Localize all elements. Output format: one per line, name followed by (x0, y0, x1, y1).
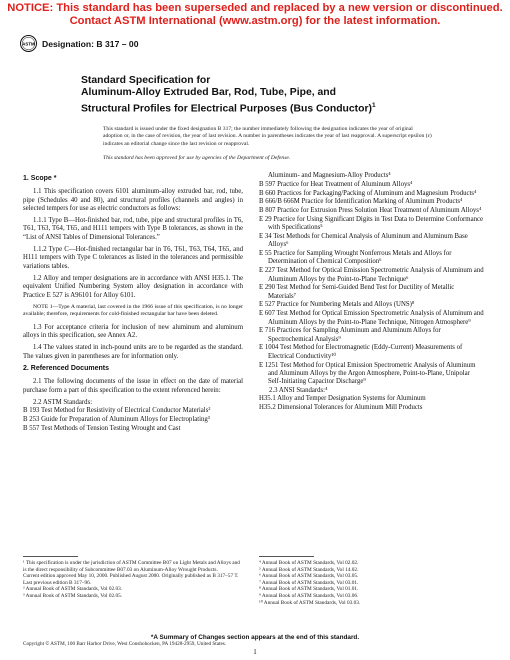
footnote: ⁴ Annual Book of ASTM Standards, Vol 02.02. (259, 560, 359, 566)
section-2-2: 2.2 ASTM Standards: (33, 398, 93, 406)
footnote: ⁹ Annual Book of ASTM Standards, Vol 03.06. (259, 592, 359, 599)
reference-item: E 527 Practice for Numbering Metals and Alloys (UNS)⁸ (259, 301, 415, 309)
approval-statement: This standard has been approved for use by agencies of the Department of Defense. (103, 155, 291, 161)
footnote: ² Annual Book of ASTM Standards, Vol 02.03. (23, 586, 123, 593)
title-line-2: Aluminum-Alloy Extruded Bar, Rod, Tube, Pipe, and (81, 87, 336, 99)
footnote: ¹⁰ Annual Book of ASTM Standards, Vol 03.03. (259, 599, 361, 606)
copyright-line: Copyright © ASTM, 100 Barr Harbor Drive, West Conshohocken, PA 19428-2959, United States. (23, 641, 227, 647)
title-line-1: Standard Specification for (81, 75, 211, 86)
reference-item: E 55 Practice for Sampling Wrought Nonferrous Metals and Alloys for Determination of Chemical Composition⁶ (259, 250, 452, 266)
title-line-3-text: Structural Profiles for Electrical Purposes (Bus Conductor) (81, 103, 372, 115)
footnote: ⁵ Annual Book of ASTM Standards, Vol 14.02. (259, 566, 359, 573)
reference-item: B 597 Practice for Heat Treatment of Aluminum Alloys⁴ (259, 180, 413, 188)
reference-item: B 807 Practice for Extrusion Press Solution Heat Treatment of Aluminum Alloys⁴ (259, 207, 482, 215)
reference-item: B 666/B 666M Practice for Identification Marking of Aluminum Products⁴ (259, 198, 463, 206)
note-1: NOTE 1—Type A material, last covered in the 1966 issue of this specification, is no longer available; therefore, requirements for cold-finished rectangular bar have been deleted. (23, 303, 243, 317)
section-1-2: 1.2 Alloy and temper designations are in accordance with ANSI H35.1. The equivalent Unified Numbering System alloy designation in accordance with Practice E 527 is A96101 for Alloy 6101. (23, 274, 243, 299)
section-1-1-2: 1.1.2 Type C—Hot-finished rectangular bar in T6, T61, T63, T64, T65, and H111 tempers with Type C tolerances as listed in the tolerances and permissible variations tables. (23, 246, 243, 270)
ansi-reference-item: H35.1 Alloy and Temper Designation Systems for Aluminum (259, 395, 426, 403)
notice-line-1: NOTICE: This standard has been superseded and replaced by a new version or discontinued. (7, 2, 503, 14)
reference-item: E 227 Test Method for Optical Emission Spectrometric Analysis of Aluminum and Aluminum Alloys by the Point-to-Plane Technique⁶ (259, 267, 484, 283)
document-title (81, 75, 421, 116)
footnote: ⁸ Annual Book of ASTM Standards, Vol 01.01. (259, 586, 359, 593)
reference-item: Aluminum- and Magnesium-Alloy Products⁴ (268, 172, 391, 179)
footnotes-right (259, 560, 484, 606)
title-line-3 (81, 100, 421, 116)
footnotes-left (23, 560, 243, 600)
summary-of-changes-note: *A Summary of Changes section appears at the end of this standard. (150, 634, 360, 641)
reference-item: E 29 Practice for Using Significant Digits in Test Data to Determine Conformance with Specifications⁵ (259, 215, 484, 232)
scope-heading: 1. Scope * (23, 175, 57, 182)
supersession-notice (0, 0, 510, 28)
reference-item: E 34 Test Methods for Chemical Analysis of Aluminum and Aluminum Base Alloys⁶ (259, 233, 468, 249)
notice-line-2: Contact ASTM International (www.astm.org) for the latest information. (69, 15, 441, 27)
reference-item: B 253 Guide for Preparation of Aluminum Alloys for Electroplating³ (23, 416, 210, 424)
section-1-1-1: 1.1.1 Type B—Hot-finished bar, rod, tube, pipe and structural profiles in T6, T61, T63, T64, T65, and H111 tempers with Type B tolerances, as shown in the “List of ANSI Tables of Dimensional Tolerances.” (23, 217, 243, 241)
reference-item: E 290 Test Method for Semi-Guided Bend Test for Ductility of Metallic Materials⁷ (259, 284, 455, 300)
section-2-1: 2.1 The following documents of the issue in effect on the date of material purchase form a part of this specification to the extent referenced herein: (23, 378, 243, 394)
section-1-3: 1.3 For acceptance criteria for inclusion of new aluminum and aluminum alloys in this specification, see Annex A2. (23, 323, 243, 340)
footnote-rule-right (259, 556, 314, 557)
footnote: ³ Annual Book of ASTM Standards, Vol 02.05. (23, 592, 123, 599)
logo-text: ASTM (22, 41, 35, 47)
section-1-1: 1.1 This specification covers 6101 aluminum-alloy extruded bar, rod, tube, pipe (Schedules 40 and 80), and structural profiles (channels and angles) in selected tempers for use as electric conductors as follows: (23, 188, 243, 212)
footnote: ⁶ Annual Book of ASTM Standards, Vol 03.05. (259, 573, 359, 580)
footnote: ⁷ Annual Book of ASTM Standards, Vol 03.01. (259, 579, 359, 586)
referenced-documents-heading: 2. Referenced Documents (23, 365, 109, 373)
astm-logo-icon (20, 34, 37, 53)
left-column (23, 172, 243, 434)
reference-item: B 660 Practices for Packaging/Packing of Aluminum and Magnesium Products⁴ (259, 189, 477, 197)
designation-block (20, 34, 138, 53)
title-footnote-mark: 1 (372, 101, 376, 109)
reference-item: B 193 Test Method for Resistivity of Electrical Conductor Materials² (23, 407, 211, 415)
reference-item: E 716 Practices for Sampling Aluminum and Aluminum Alloys for Spectrochemical Analysis⁹ (259, 327, 441, 343)
section-1-4: 1.4 The values stated in inch-pound units are to be regarded as the standard. The values given in parentheses are for information only. (23, 344, 243, 360)
designation-label: Designation: B 317 – 00 (42, 38, 139, 49)
reference-item: E 1251 Test Method for Optical Emission Spectrometric Analysis of Aluminum and Aluminum Alloys by the Argon Atmosphere, Point-to-Plane, Unipolar Self-Initiating Capacitor Discharge⁹ (259, 361, 476, 386)
issuance-statement: This standard is issued under the fixed designation B 317; the number immediately following the designation indicates the year of original adoption or, in the case of revision, the year of last revision. A number in parentheses indicates the year of last reapproval. A superscript epsilon (ε) indicates an editorial change since the last revision or reapproval. (103, 126, 432, 147)
reference-item: E 1004 Test Method for Electromagnetic (Eddy-Current) Measurements of Electrical Conductivity¹⁰ (259, 344, 463, 360)
right-column (259, 172, 484, 413)
section-2-3: 2.3 ANSI Standards:⁴ (269, 386, 328, 394)
footnote: ¹ This specification is under the jurisdiction of ASTM Committee B07 on Light Metals and Alloys and is the direct responsibility of Subcommittee B07.03 on Aluminum-Alloy Wrought Products. (23, 560, 240, 573)
footnote-rule-left (23, 556, 78, 557)
reference-item: E 607 Test Method for Optical Emission Spectrometric Analysis of Aluminum and Aluminum Alloys by the Point-to-Plane Technique, Nitrogen Atmosphere⁹ (259, 310, 484, 326)
ansi-reference-item: H35.2 Dimensional Tolerances for Aluminum Mill Products (259, 404, 423, 412)
page-number: 1 (253, 648, 257, 656)
footnote: Current edition approved May 10, 2000. Published August 2000. Originally published as B 317–57 T. Last previous edition B 317–96. (23, 573, 239, 586)
reference-item: B 557 Test Methods of Tension Testing Wrought and Cast (23, 424, 181, 432)
